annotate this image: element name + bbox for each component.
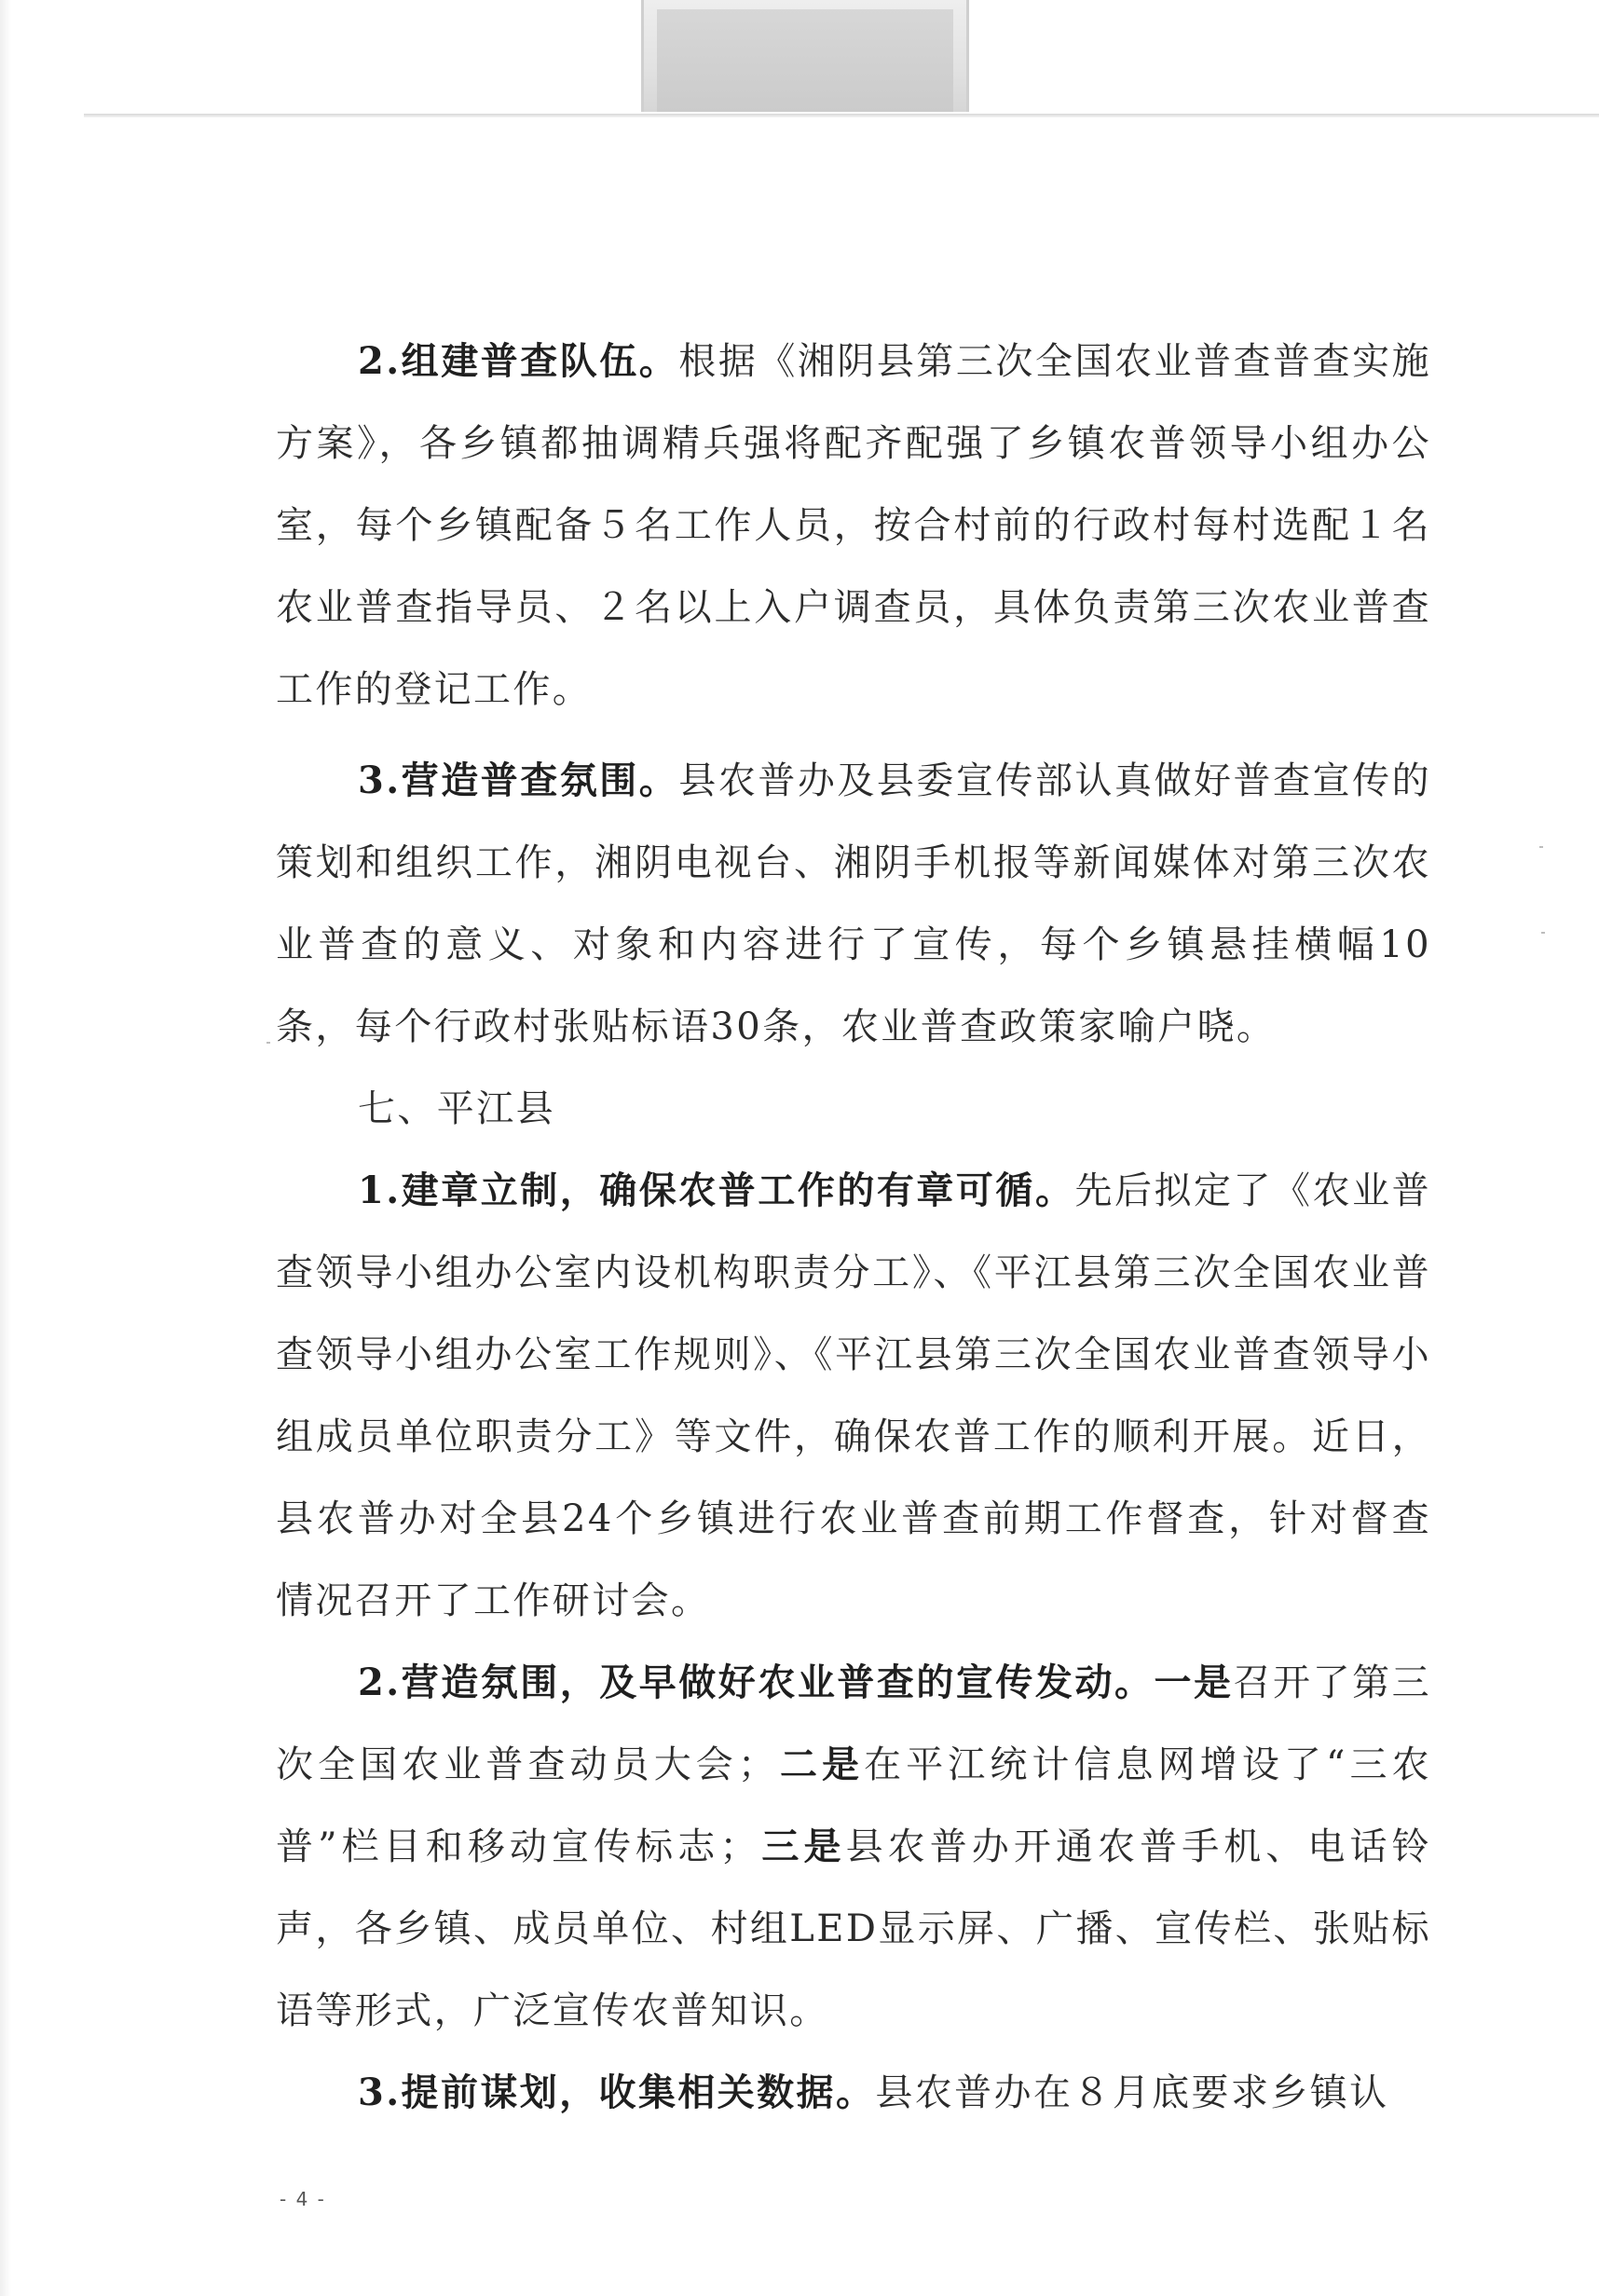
paragraph-pingjiang-2 xyxy=(276,1642,1431,2052)
paragraph-text: 在平江统计信息网增设了“三农普”栏目和移动宣传标志； xyxy=(276,1743,1431,1868)
paragraph-lead: 2.组建普查队伍。 xyxy=(358,339,679,383)
paragraph-lead: 2.营造氛围，及早做好农业普查的宣传发动。 xyxy=(358,1660,1155,1704)
page-number: - 4 - xyxy=(280,2188,326,2210)
paragraph-xiangyin-3 xyxy=(276,740,1431,1068)
paragraph-pingjiang-3 xyxy=(276,2052,1431,2134)
scan-speck xyxy=(1539,846,1543,848)
paragraph-pingjiang-1 xyxy=(276,1150,1431,1642)
paragraph-text: 县农普办及县委宣传部认真做好普查宣传的策划和组织工作，湘阴电视台、湘阴手机报等新闻媒体对第三次农业普查的意义、对象和内容进行了宣传，每个乡镇悬挂横幅10条，每个行政村张贴标语30条，农业普查政策家喻户晓。 xyxy=(276,759,1431,1048)
paragraph-text: 根据《湘阴县第三次全国农业普查普查实施方案》，各乡镇都抽调精兵强将配齐配强了乡镇农普领导小组办公室，每个乡镇配备５名工作人员，按合村前的行政村每村选配１名农业普查指导员、２名以上入户调查员，具体负责第三次农业普查工作的登记工作。 xyxy=(276,340,1431,711)
paragraph-text: 县农普办在８月底要求乡镇认 xyxy=(875,2071,1389,2114)
paragraph-text: 召开了第三次全国农业普查动员大会； xyxy=(276,1661,1431,1786)
scan-speck xyxy=(1541,932,1545,934)
paragraph-text: 先后拟定了《农业普查领导小组办公室内设机构职责分工》、《平江县第三次全国农业普查领导小组办公室工作规则》、《平江县第三次全国农业普查领导小组成员单位职责分工》等文件，确保农普工作的顺利开展。近日，县农普办对全县24个乡镇进行农业普查前期工作督查，针对督查情况召开了工作研讨会。 xyxy=(276,1169,1432,1622)
paragraph-lead: 1.建章立制，确保农普工作的有章可循。 xyxy=(358,1168,1075,1212)
paragraph-lead: 3.提前谋划，收集相关数据。 xyxy=(358,2070,876,2114)
paragraph-lead: 3.营造普查氛围。 xyxy=(358,758,679,802)
paragraph-text: 县农普办开通农普手机、电话铃声，各乡镇、成员单位、村组LED显示屏、广播、宣传栏、张贴标语等形式，广泛宣传农普知识。 xyxy=(276,1825,1431,2032)
emphasis-first: 一是 xyxy=(1154,1660,1234,1704)
paragraph-xiangyin-2 xyxy=(276,321,1431,731)
scan-speck xyxy=(266,1042,270,1044)
emphasis-third: 三是 xyxy=(758,1824,846,1868)
emphasis-second: 二是 xyxy=(777,1742,865,1786)
section-heading: 七、平江县 xyxy=(358,1087,555,1130)
